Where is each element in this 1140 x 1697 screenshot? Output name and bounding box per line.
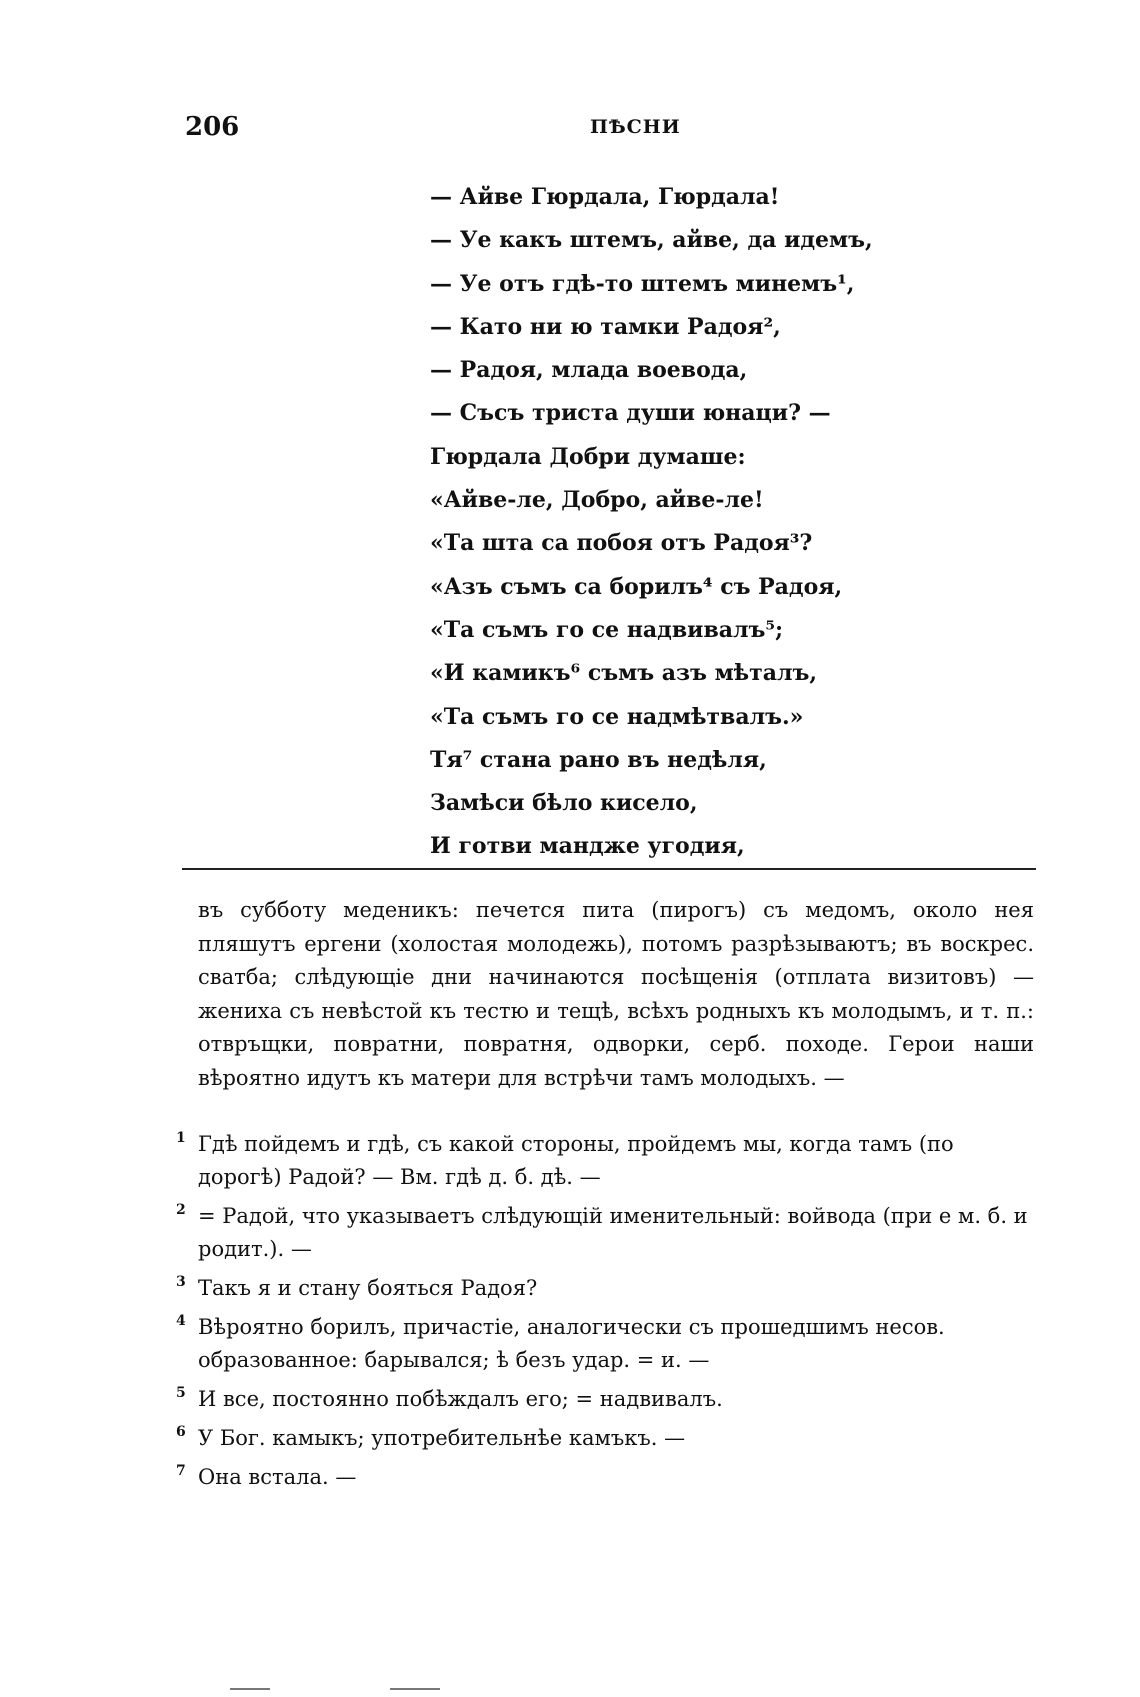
footnote [176, 1461, 1038, 1494]
footnote-mark: 5 [176, 1385, 186, 1401]
footnote-mark: 3 [176, 1274, 186, 1290]
footnote-text: = Радой, что указываетъ слѣдующій именительный: войвода (при е м. б. и родит.). — [198, 1204, 1028, 1261]
footnote [176, 1311, 1038, 1377]
footnote-text: У Бог. камыкъ; употребительнѣе камъкъ. — [198, 1426, 686, 1450]
footnote [176, 1272, 1038, 1305]
footnote [176, 1383, 1038, 1416]
footnote-mark: 1 [176, 1130, 186, 1146]
verse-line: «И камикъ⁶ съмъ азъ мѣталъ, [430, 660, 818, 687]
scan-mark [230, 1688, 270, 1690]
commentary-paragraph: въ субботу меденикъ: печется пита (пирогъ) съ медомъ, около нея пляшутъ ергени (холостая молодежь), потомъ разрѣзываютъ; въ воскрес. сватба; слѣдующіе дни начинаются посѣщенія (отплата визитовъ) — жениха съ невѣстой къ тестю и тещѣ, всѣхъ родныхъ къ молодымъ, и т. п.: отвръщки, повратни, повратня, одворки, серб. походе. Герои наши вѣроятно идутъ къ матери для встрѣчи тамъ молодыхъ. — [198, 898, 1034, 1090]
footnote [176, 1422, 1038, 1455]
page-number: 206 [185, 112, 240, 142]
scan-artifact-marks [230, 1688, 460, 1691]
footnote-mark: 6 [176, 1424, 186, 1440]
footnote-mark: 4 [176, 1313, 186, 1329]
verse-line: — Съсъ триста души юнаци? — [430, 400, 831, 427]
verse-block [430, 176, 1030, 869]
verse-line: Замѣси бѣло кисело, [430, 790, 698, 817]
verse-line: И готви мандже угодия, [430, 833, 745, 860]
verse-line: «Азъ съмъ са борилъ⁴ съ Радоя, [430, 573, 843, 600]
verse-line: — Айве Гюрдала, Гюрдала! [430, 184, 780, 210]
footnote-mark: 7 [176, 1463, 186, 1479]
footnote-divider [182, 868, 1036, 870]
footnote-text: Гдѣ пойдемъ и гдѣ, съ какой стороны, пройдемъ мы, когда тамъ (по дорогѣ) Радой? — Вм. гдѣ д. б. дѣ. — [198, 1132, 954, 1189]
footnote [176, 1200, 1038, 1266]
footnote [176, 1128, 1038, 1194]
verse-line: «Айве-ле, Добро, айве-ле! [430, 487, 764, 514]
footnote-mark: 2 [176, 1202, 186, 1218]
verse-line: «Та съмъ го се надвивалъ⁵; [430, 616, 784, 643]
footnote-text: Она встала. — [198, 1465, 357, 1489]
verse-line: — Като ни ю тамки Радоя², [430, 313, 781, 340]
verse-line: Гюрдала Добри думаше: [430, 443, 746, 470]
scan-mark [390, 1688, 440, 1690]
verse-line: — Уе отъ гдѣ-то штемъ минемъ¹, [430, 270, 855, 297]
verse-line: «Та съмъ го се надмѣтвалъ.» [430, 703, 804, 730]
verse-line: — Радоя, млада воевода, [430, 357, 748, 384]
verse-line: Тя⁷ стана рано въ недѣля, [430, 746, 767, 773]
footnote-text: Вѣроятно борилъ, причастіе, аналогически съ прошедшимъ несов. образованное: барывался; ѣ безъ удар. = и. — [198, 1315, 945, 1372]
verse-line: «Та шта са побоя отъ Радоя³? [430, 530, 813, 557]
footnotes-list [176, 1128, 1038, 1500]
footnote-text: Такъ я и стану бояться Радоя? [198, 1276, 538, 1300]
running-title: ПѢСНИ [590, 116, 681, 138]
footnote-text: И все, постоянно побѣждалъ его; = надвивалъ. [198, 1387, 723, 1411]
verse-line: — Уе какъ штемъ, айве, да идемъ, [430, 227, 873, 254]
page-header [185, 112, 1035, 148]
